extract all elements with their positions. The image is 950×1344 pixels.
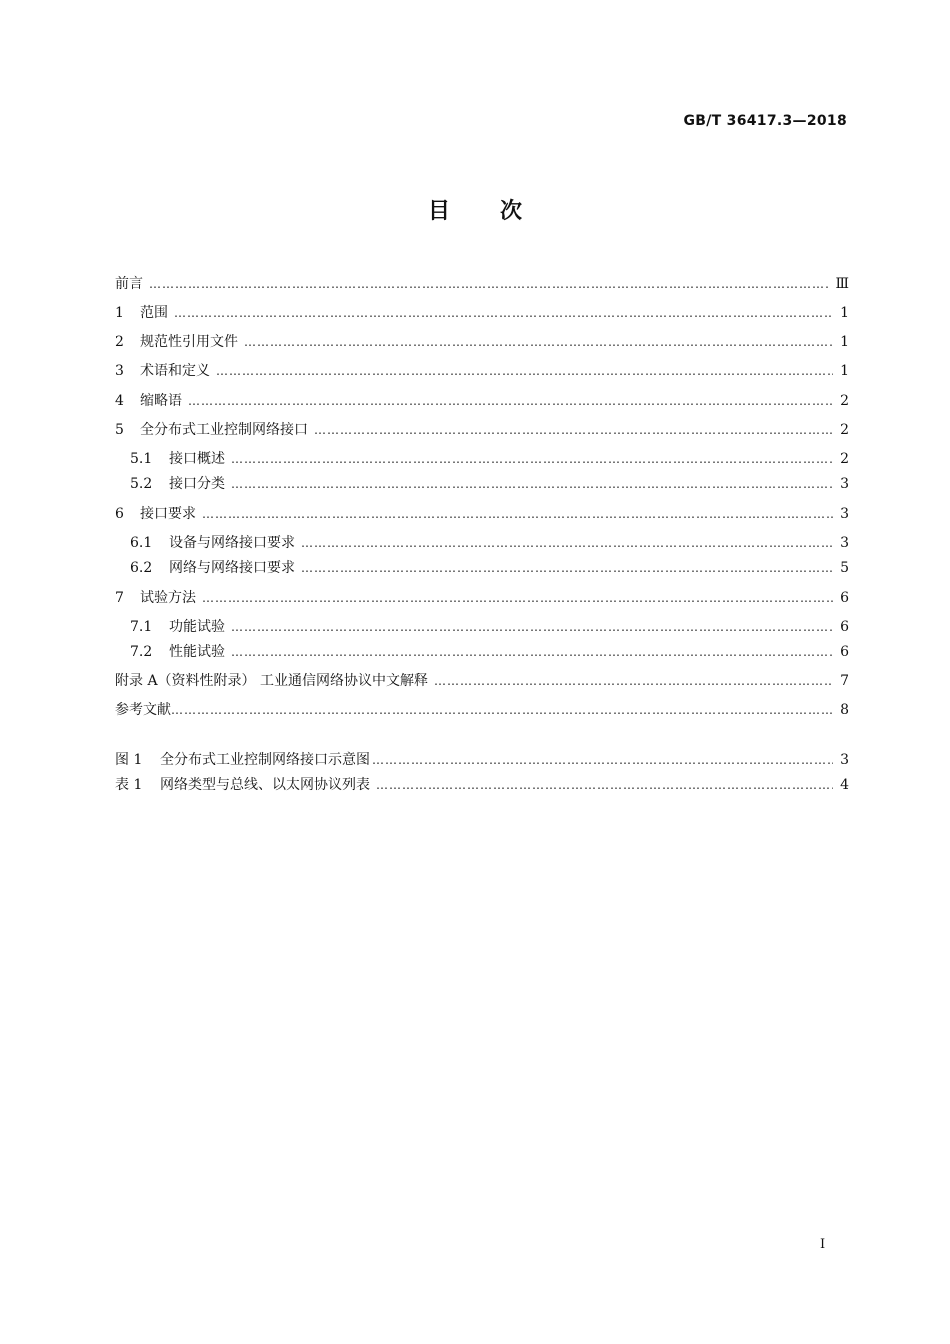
leader-dots — [301, 533, 833, 553]
toc-number: 7.2 — [130, 644, 153, 660]
toc-label: 规范性引用文件 — [140, 334, 238, 350]
toc-page: 5 — [840, 560, 849, 576]
toc-number: 1 — [115, 305, 124, 321]
figure-entry-1[interactable] — [115, 750, 849, 770]
toc-entry-7-1[interactable] — [115, 617, 849, 637]
leader-dots — [376, 775, 833, 795]
toc-label: 术语和定义 — [140, 363, 210, 379]
leader-dots — [231, 642, 833, 662]
leader-dots — [202, 588, 833, 608]
toc-entry-6-1[interactable] — [115, 533, 849, 553]
toc-number: 2 — [115, 334, 124, 350]
toc-label: 参考文献 — [115, 702, 171, 718]
toc-entry-3[interactable] — [115, 361, 849, 381]
table-entry-1[interactable] — [115, 775, 849, 795]
leader-dots — [301, 558, 833, 578]
table-label: 网络类型与总线、以太网协议列表 — [160, 777, 370, 793]
standard-code: GB/T 36417.3—2018 — [683, 113, 847, 129]
figure-label: 全分布式工业控制网络接口示意图 — [160, 752, 370, 768]
toc-number: 7.1 — [130, 619, 153, 635]
toc-page: 1 — [840, 305, 849, 321]
toc-entry-annex-a[interactable] — [115, 671, 849, 691]
toc-entry-7[interactable] — [115, 588, 849, 608]
figure-page: 3 — [840, 752, 849, 768]
toc-number: 3 — [115, 363, 124, 379]
leader-dots — [171, 700, 833, 720]
leader-dots — [202, 504, 833, 524]
toc-entry-6-2[interactable] — [115, 558, 849, 578]
toc-label: 范围 — [140, 305, 168, 321]
toc-label: 接口分类 — [169, 476, 225, 492]
toc-number: 6.1 — [130, 535, 153, 551]
toc-label: 试验方法 — [140, 590, 196, 606]
toc-entry-6[interactable] — [115, 504, 849, 524]
toc-page: 6 — [840, 619, 849, 635]
toc-entry-2[interactable] — [115, 332, 849, 352]
toc-page: Ⅲ — [835, 276, 849, 292]
toc-number: 5.2 — [130, 476, 153, 492]
toc-number: 6.2 — [130, 560, 153, 576]
toc-page: 2 — [840, 451, 849, 467]
toc-entry-5[interactable] — [115, 420, 849, 440]
toc-page: 2 — [840, 422, 849, 438]
toc-number: 5.1 — [130, 451, 153, 467]
toc-label: 性能试验 — [169, 644, 225, 660]
toc-label: 前言 — [115, 276, 143, 292]
leader-dots — [188, 391, 833, 411]
leader-dots — [314, 420, 833, 440]
toc-label: 接口要求 — [140, 506, 196, 522]
leader-dots — [174, 303, 833, 323]
toc-label: 设备与网络接口要求 — [169, 535, 295, 551]
toc-number: 6 — [115, 506, 124, 522]
toc-number: 4 — [115, 393, 124, 409]
toc-label: 附录 A（资料性附录） 工业通信网络协议中文解释 — [115, 673, 429, 689]
toc-page: 2 — [840, 393, 849, 409]
toc-label: 网络与网络接口要求 — [169, 560, 295, 576]
toc-label: 功能试验 — [169, 619, 225, 635]
toc-page: 3 — [840, 535, 849, 551]
toc-label: 缩略语 — [140, 393, 182, 409]
toc-page: 6 — [840, 644, 849, 660]
toc-page: 6 — [840, 590, 849, 606]
toc-entry-1[interactable] — [115, 303, 849, 323]
leader-dots — [372, 750, 833, 770]
toc-entry-7-2[interactable] — [115, 642, 849, 662]
toc-page: 1 — [840, 334, 849, 350]
toc-label: 全分布式工业控制网络接口 — [140, 422, 308, 438]
leader-dots — [244, 332, 833, 352]
title-char-1: 目 — [427, 199, 450, 224]
toc-number: 7 — [115, 590, 124, 606]
toc-entry-bibliography[interactable] — [115, 700, 849, 720]
toc-entry-5-1[interactable] — [115, 449, 849, 469]
leader-dots — [434, 671, 833, 691]
figure-number: 图 1 — [115, 752, 143, 768]
leader-dots — [231, 617, 833, 637]
toc-entry-4[interactable] — [115, 391, 849, 411]
leader-dots — [231, 474, 833, 494]
footer-page-number: I — [820, 1237, 826, 1252]
table-number: 表 1 — [115, 777, 143, 793]
title-char-2: 次 — [500, 199, 523, 224]
leader-dots — [216, 361, 833, 381]
toc-page: 1 — [840, 363, 849, 379]
toc-entry-foreword[interactable] — [115, 274, 849, 294]
toc-page: 3 — [840, 506, 849, 522]
page-title — [0, 194, 950, 225]
toc-label: 接口概述 — [169, 451, 225, 467]
table-page: 4 — [840, 777, 849, 793]
toc-page: 8 — [840, 702, 849, 718]
toc-page: 7 — [840, 673, 849, 689]
toc-number: 5 — [115, 422, 124, 438]
toc-page: 3 — [840, 476, 849, 492]
toc-entry-5-2[interactable] — [115, 474, 849, 494]
leader-dots — [149, 274, 829, 294]
leader-dots — [231, 449, 833, 469]
